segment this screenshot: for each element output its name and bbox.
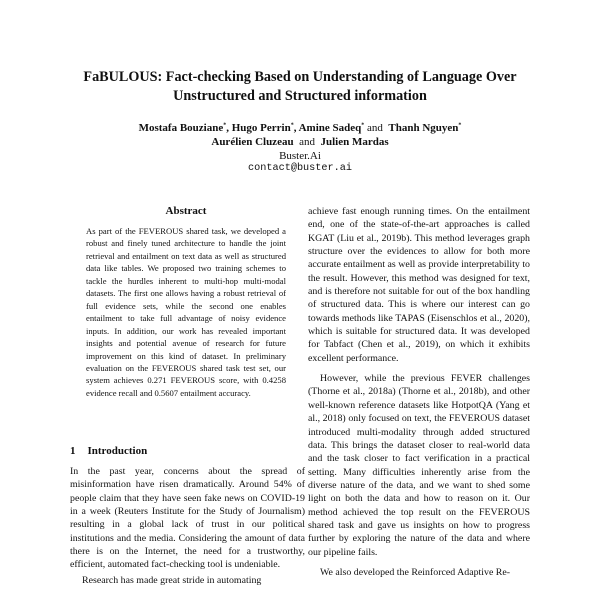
paragraph: Research has made great stride in automating <box>82 574 262 586</box>
abstract-text: As part of the FEVEROUS shared task, we developed a robust and finely tuned architecture to handle the joint retrieval and entailment on text data as well as structured data like tables. We proposed two training schemes to tackle the hurdles inherent to multi-hop multi-modal datasets. The first one allows having a robust retrieval of full evidence sets, while the second one enables entailment to take full advantage of noisy evidence inputs. In addition, our work has revealed important insights and potential avenue of research for future improvement on this kind of dataset. In preliminary evaluation on the FEVEROUS shared task test set, our system achieves 0.271 FEVEROUS score, with 0.4258 evidence recall and 0.5607 entailment accuracy. <box>86 226 286 398</box>
paragraph: We also developed the Reinforced Adaptive Re- <box>320 566 511 578</box>
author-list <box>40 121 560 149</box>
and-word: and <box>299 136 315 148</box>
author-mark: * <box>223 122 227 129</box>
author-mark: * <box>290 122 294 129</box>
author-line-2 <box>40 135 560 149</box>
author-name: Thanh Nguyen <box>388 122 459 134</box>
section-number: 1 <box>70 445 76 457</box>
and-word: and <box>367 122 383 134</box>
paper-title <box>40 68 560 106</box>
paragraph: In the past year, concerns about the spread of misinformation have risen dramatically. Around 54% of people claim that they have seen fake news on COVID-19 in a week (Reuters Institute for the Study of Journalism) resulting in a global lack of trust in our political institutions and the media. Considering the amount of data there is on the Internet, the need for a trustworthy, efficient, automated fact-checking tool is undeniable. <box>70 466 305 571</box>
title-line-2: Unstructured and Structured information <box>173 88 427 104</box>
author-name: Mostafa Bouziane <box>138 122 224 134</box>
abstract-heading: Abstract <box>165 205 207 217</box>
paragraph: However, while the previous FEVER challenges (Thorne et al., 2018a) (Thorne et al., 2018b), and other well-known reference datasets like HotpotQA (Yang et al., 2018) only focused on text, the FEVEROUS dataset introduced multi-modality through added structured data. This brings the dataset closer to real-world data and the task closer to fact verification in a practical setting. Many difficulties inherently arise from the diverse nature of the data, and we want to shed some light on both the data and how to reason on it. Our method achieved the top result on the FEVEROUS shared task and gave us insights on how to progress further by exploring the nature of the data and where our pipeline fails. <box>308 373 530 558</box>
section-heading-introduction <box>70 445 147 457</box>
author-name: Julien Mardas <box>320 136 389 148</box>
contact-email: contact@buster.ai <box>248 163 352 174</box>
author-name: Aurélien Cluzeau <box>211 136 294 148</box>
author-mark: * <box>361 122 365 129</box>
right-column-text <box>308 205 530 579</box>
author-name: Amine Sadeq <box>298 122 362 134</box>
title-line-1: FaBULOUS: Fact-checking Based on Understanding of Language Over <box>83 69 517 85</box>
author-name: Hugo Perrin <box>231 122 291 134</box>
introduction-text <box>70 465 305 587</box>
section-title: Introduction <box>87 445 148 457</box>
paragraph: achieve fast enough running times. On the entailment end, one of the state-of-the-art approaches is called KGAT (Liu et al., 2019b). This method leverages graph structure over the evidences to allow for both more accurate entailment as well as provide interpretability to the result. However, this method was designed for text, and is therefore not suitable for out of the box handling of structured data. This is where our interest can go towards methods like TAPAS (Eisenschlos et al., 2020), which is suitable for structured data. It was developed for Tabfact (Chen et al., 2019), on which it exhibits excellent performance. <box>308 206 530 364</box>
author-mark: * <box>458 122 462 129</box>
author-line-1: Mostafa Bouziane*, Hugo Perrin*, Amine Sadeq* and Thanh Nguyen* <box>138 122 462 134</box>
affiliation: Buster.Ai <box>279 150 321 162</box>
